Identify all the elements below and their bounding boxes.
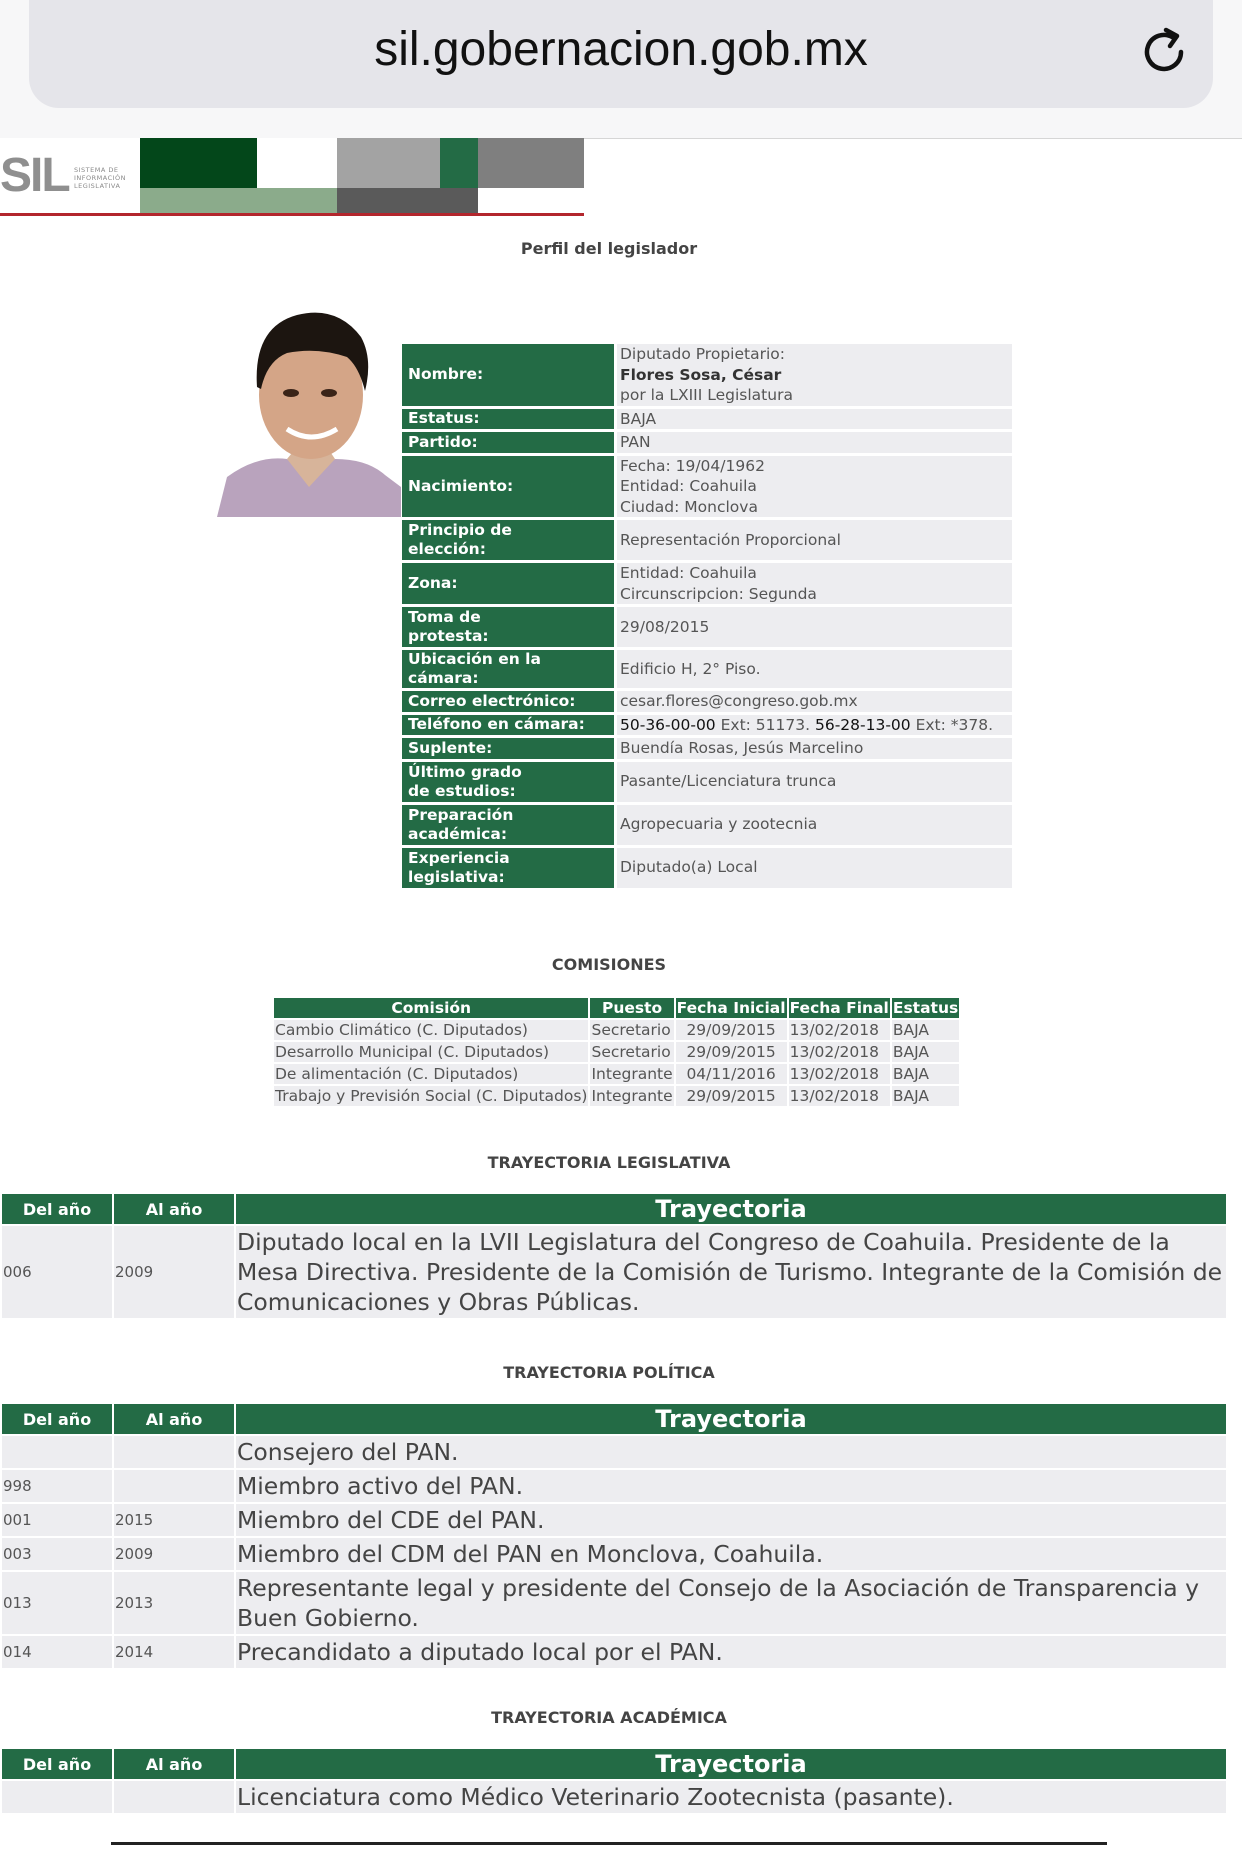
del-anio: 006 <box>2 1226 112 1318</box>
del-anio: 003 <box>2 1538 112 1570</box>
toma-value: 29/08/2015 <box>617 607 1012 647</box>
header-trayectoria: Trayectoria <box>236 1194 1226 1224</box>
comision-puesto: Secretario <box>590 1042 673 1062</box>
sil-logo-subtitle: SISTEMA DE INFORMACIÓN LEGISLATIVA <box>74 166 127 190</box>
al-anio <box>114 1781 234 1813</box>
header-al-anio: Al año <box>114 1404 234 1434</box>
principio-label-1: Principio de <box>408 521 512 539</box>
comisiones-header-fecha-inicial: Fecha Inicial <box>676 999 786 1017</box>
nombre-value <box>617 344 1012 406</box>
del-anio: 001 <box>2 1504 112 1536</box>
al-anio <box>114 1436 234 1468</box>
trayectoria-politica-table <box>0 1402 1228 1670</box>
profile-row-estatus <box>402 409 1012 430</box>
trayectoria-text: Licenciatura como Médico Veterinario Zootecnista (pasante). <box>236 1781 1226 1813</box>
profile-row-principio <box>402 520 1012 560</box>
suplente-label: Suplente: <box>402 738 614 759</box>
al-anio: 2015 <box>114 1504 234 1536</box>
table-row <box>2 1781 1226 1813</box>
trayectoria-header-row <box>2 1749 1226 1779</box>
al-anio: 2013 <box>114 1572 234 1634</box>
del-anio: 014 <box>2 1636 112 1668</box>
comision-estatus: BAJA <box>892 1020 959 1040</box>
header-trayectoria: Trayectoria <box>236 1404 1226 1434</box>
nacimiento-value <box>617 456 1012 518</box>
grado-value: Pasante/Licenciatura trunca <box>617 762 1012 802</box>
header-trayectoria: Trayectoria <box>236 1749 1226 1779</box>
url-text[interactable]: sil.gobernacion.gob.mx <box>374 23 868 76</box>
profile-row-correo <box>402 691 1012 712</box>
table-row <box>2 1572 1226 1634</box>
principio-label <box>402 520 614 560</box>
del-anio <box>2 1436 112 1468</box>
comision-fecha-inicial: 04/11/2016 <box>676 1064 787 1084</box>
comision-puesto: Secretario <box>590 1020 673 1040</box>
trayectoria-text: Miembro del CDE del PAN. <box>236 1504 1226 1536</box>
comisiones-header-estatus: Estatus <box>892 999 959 1017</box>
comisiones-title: COMISIONES <box>551 955 667 974</box>
trayectoria-text: Miembro activo del PAN. <box>236 1470 1226 1502</box>
comision-estatus: BAJA <box>892 1042 959 1062</box>
sil-logo: SIL <box>0 149 69 202</box>
header-al-anio: Al año <box>114 1749 234 1779</box>
experiencia-label-2: legislativa: <box>408 867 505 886</box>
nacimiento-label: Nacimiento: <box>402 456 614 518</box>
zona-label: Zona: <box>402 563 614 604</box>
telefono-1[interactable]: 50-36-00-00 <box>620 715 716 734</box>
principio-value: Representación Proporcional <box>617 520 1012 560</box>
grado-label <box>402 762 614 802</box>
nombre-cargo: Diputado Propietario: <box>620 345 785 363</box>
telefono-value <box>617 715 1012 736</box>
trayectoria-header-row <box>2 1194 1226 1224</box>
nombre-legislatura: por la LXIII Legislatura <box>620 386 793 404</box>
comisiones-header-fecha-final: Fecha Final <box>789 999 889 1017</box>
trayectoria-text: Miembro del CDM del PAN en Monclova, Coahuila. <box>236 1538 1226 1570</box>
telefono-ext-2: Ext: *378. <box>910 715 994 734</box>
correo-label: Correo electrónico: <box>402 691 614 712</box>
table-row <box>274 1086 959 1106</box>
comision-name[interactable]: Cambio Climático (C. Diputados) <box>274 1020 588 1040</box>
partido-label: Partido: <box>402 432 614 453</box>
comision-estatus: BAJA <box>892 1064 959 1084</box>
table-row <box>2 1636 1226 1668</box>
banner-divider <box>0 213 584 216</box>
comision-puesto: Integrante <box>591 1087 673 1105</box>
trayectoria-academica-table <box>0 1747 1228 1815</box>
table-row <box>274 1020 959 1040</box>
comision-fecha-inicial: 29/09/2015 <box>676 1042 787 1062</box>
comision-name[interactable]: Trabajo y Previsión Social (C. Diputados) <box>275 1087 588 1105</box>
page-title: Perfil del legislador <box>520 239 698 258</box>
comisiones-header-puesto: Puesto <box>590 998 673 1018</box>
trayectoria-legislativa-title: TRAYECTORIA LEGISLATIVA <box>487 1153 731 1172</box>
suplente-value[interactable]: Buendía Rosas, Jesús Marcelino <box>617 738 1012 759</box>
al-anio: 2014 <box>114 1636 234 1668</box>
preparacion-label <box>402 805 614 845</box>
profile-row-suplente <box>402 738 1012 759</box>
table-row <box>2 1436 1226 1468</box>
nacimiento-ciudad: Ciudad: Monclova <box>620 497 758 516</box>
preparacion-label-2: académica: <box>408 824 508 843</box>
browser-toolbar <box>0 0 1242 139</box>
estatus-label: Estatus: <box>402 409 614 430</box>
profile-row-preparacion <box>402 805 1012 845</box>
experiencia-label-1: Experiencia <box>408 848 510 867</box>
trayectoria-text: Representante legal y presidente del Consejo de la Asociación de Transparencia y Buen Gobierno. <box>236 1572 1226 1634</box>
table-row <box>274 1042 959 1062</box>
nacimiento-entidad: Entidad: Coahuila <box>620 477 757 495</box>
del-anio: 013 <box>2 1572 112 1634</box>
comision-fecha-final: 13/02/2018 <box>789 1042 890 1062</box>
comisiones-header-comision: Comisión <box>274 998 588 1018</box>
ubicacion-label: Ubicación en la cámara: <box>402 650 614 688</box>
header-del-anio: Del año <box>2 1194 112 1224</box>
comision-estatus: BAJA <box>892 1086 959 1106</box>
comision-fecha-inicial: 29/09/2015 <box>676 1020 787 1040</box>
comisiones-table <box>272 996 961 1108</box>
profile-row-partido <box>402 432 1012 453</box>
toma-label <box>402 607 614 647</box>
profile-row-grado <box>402 762 1012 802</box>
comision-name[interactable]: Desarrollo Municipal (C. Diputados) <box>274 1042 588 1062</box>
profile-row-experiencia <box>402 848 1012 888</box>
grado-label-1: Último grado <box>408 762 522 781</box>
table-row <box>274 1064 959 1084</box>
trayectoria-text: Consejero del PAN. <box>236 1436 1226 1468</box>
nombre-label: Nombre: <box>402 344 614 406</box>
reload-icon[interactable] <box>1135 22 1195 82</box>
table-row <box>2 1538 1226 1570</box>
ubicacion-value: Edificio H, 2° Piso. <box>617 650 1012 688</box>
comision-name[interactable]: De alimentación (C. Diputados) <box>274 1064 588 1084</box>
grado-label-2: de estudios: <box>408 781 516 800</box>
profile-row-zona <box>402 563 1012 604</box>
header-al-anio: Al año <box>114 1194 234 1224</box>
telefono-2[interactable]: 56-28-13-00 <box>814 715 911 734</box>
profile-row-ubicacion <box>402 650 1012 688</box>
del-anio: 998 <box>2 1470 112 1502</box>
profile-table <box>402 341 1012 891</box>
correo-value[interactable]: cesar.flores@congreso.gob.mx <box>617 691 1012 712</box>
trayectoria-text: Diputado local en la LVII Legislatura del Congreso de Coahuila. Presidente de la Mesa Directiva. Presidente de la Comisión de Turismo. Integrante de la Comisión de Comunicaciones y Obras Públicas. <box>236 1226 1226 1318</box>
zona-entidad: Entidad: Coahuila <box>620 564 757 582</box>
profile-row-telefono <box>402 715 1012 736</box>
del-anio <box>2 1781 112 1813</box>
table-row <box>2 1504 1226 1536</box>
comision-puesto: Integrante <box>591 1065 673 1083</box>
toma-label-2: protesta: <box>408 627 489 645</box>
trayectoria-text: Precandidato a diputado local por el PAN. <box>236 1636 1226 1668</box>
zona-circunscripcion: Circunscripcion: Segunda <box>620 584 817 603</box>
comisiones-header-row <box>274 998 959 1018</box>
header-del-anio: Del año <box>2 1749 112 1779</box>
comision-fecha-final: 13/02/2018 <box>789 1064 890 1084</box>
comision-fecha-final: 13/02/2018 <box>789 1020 890 1040</box>
trayectoria-header-row <box>2 1404 1226 1434</box>
experiencia-label <box>402 848 614 888</box>
preparacion-value: Agropecuaria y zootecnia <box>617 805 1012 845</box>
trayectoria-academica-title: TRAYECTORIA ACADÉMICA <box>491 1708 727 1727</box>
nacimiento-fecha: Fecha: 19/04/1962 <box>620 456 765 475</box>
legislator-photo <box>217 287 401 517</box>
al-anio <box>114 1470 234 1502</box>
telefono-ext-1: Ext: 51173. <box>715 715 815 734</box>
experiencia-value: Diputado(a) Local <box>617 848 1012 888</box>
telefono-label: Teléfono en cámara: <box>402 715 614 736</box>
profile-row-nombre <box>402 344 1012 406</box>
comision-fecha-final: 13/02/2018 <box>789 1086 890 1106</box>
profile-row-nacimiento <box>402 456 1012 518</box>
footer-divider <box>111 1842 1107 1845</box>
trayectoria-politica-title: TRAYECTORIA POLÍTICA <box>503 1363 715 1382</box>
partido-value: PAN <box>617 432 1012 453</box>
estatus-value: BAJA <box>617 409 1012 430</box>
table-row <box>2 1470 1226 1502</box>
nombre-name: Flores Sosa, César <box>620 365 782 384</box>
header-del-anio: Del año <box>2 1404 112 1434</box>
principio-label-2: elección: <box>408 540 486 558</box>
comision-fecha-inicial: 29/09/2015 <box>676 1086 787 1106</box>
zona-value <box>617 563 1012 604</box>
toma-label-1: Toma de <box>408 608 481 626</box>
profile-row-toma <box>402 607 1012 647</box>
preparacion-label-1: Preparación <box>408 805 514 824</box>
trayectoria-legislativa-table <box>0 1192 1228 1320</box>
al-anio: 2009 <box>114 1226 234 1318</box>
table-row <box>2 1226 1226 1318</box>
al-anio: 2009 <box>114 1538 234 1570</box>
